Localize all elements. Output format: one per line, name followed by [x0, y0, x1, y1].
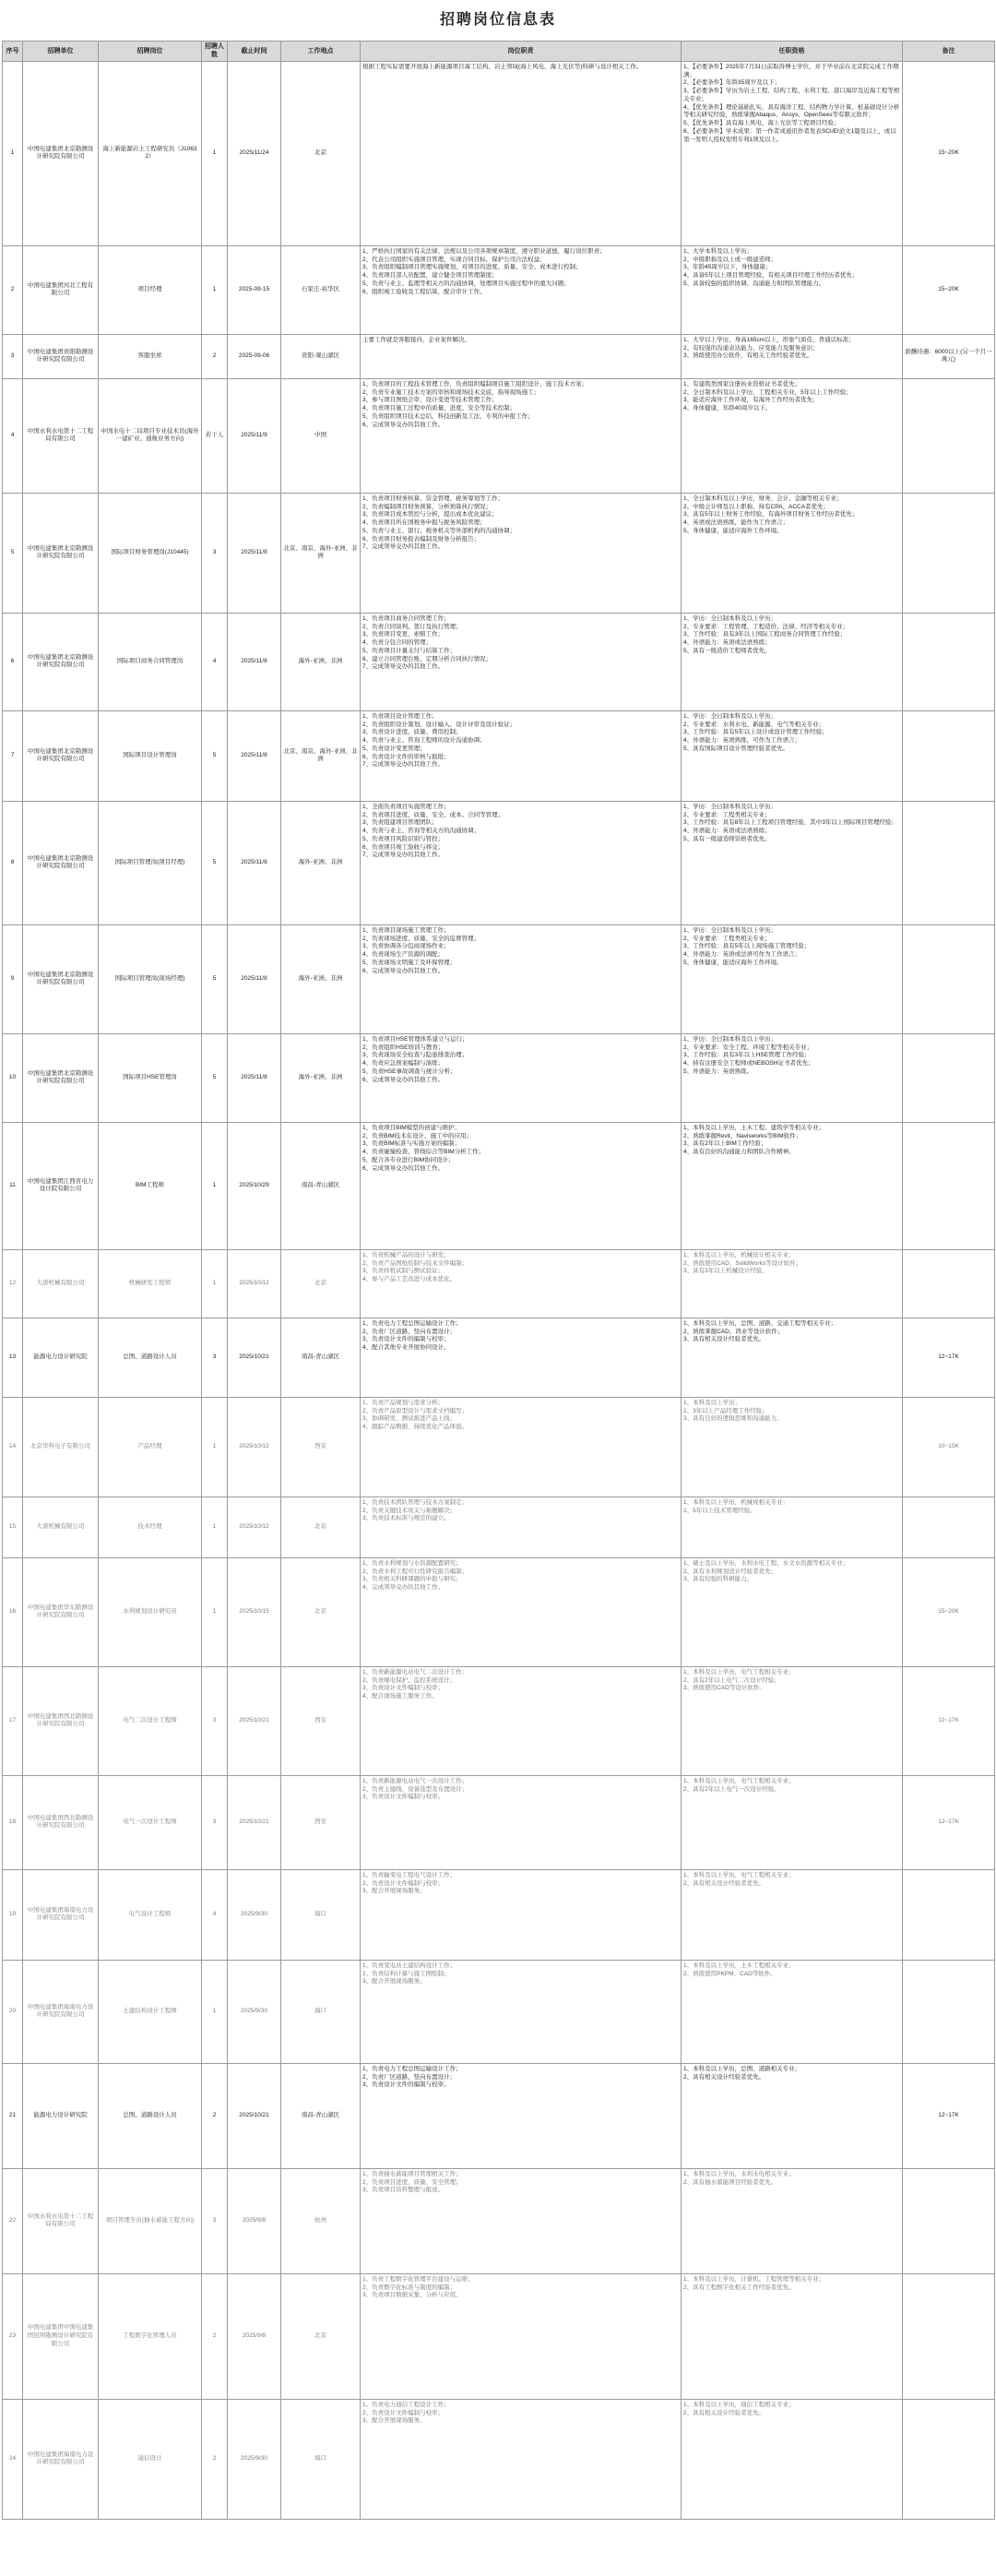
row-duty: 1、负责项目设计管理工作； 2、负责组织设计策划、设计输入、设计评审及设计验证； 3、负责设计进度、质量、费用控制； 4、负责与业主、咨询工程师的设计沟通协调； 5、负责设计变更管理； 6、负责设计文件的审核与报批； 7、完成领导交办的其他工作。 [361, 710, 682, 801]
row-requirements: 1、本科及以上学历，土木工程相关专业； 2、熟练使用PKPM、CAD等软件。 [682, 1960, 903, 2063]
row-location: 海口 [281, 1869, 361, 1960]
row-unit: 中国电建集团北京勘测设计研究院有限公司 [23, 1033, 99, 1122]
row-count: 2 [202, 2273, 228, 2399]
row-count: 1 [202, 245, 228, 334]
row-duty: 1、负责机械产品的设计与研发； 2、负责产品图纸绘制与技术文件编制； 3、负责样机试制与测试验证； 4、参与产品工艺改进与成本优化。 [361, 1249, 682, 1318]
row-duty: 1、负责输变电工程电气设计工作； 2、负责设计文件编制与校审； 3、配合开展现场服务。 [361, 1869, 682, 1960]
row-unit: 能源电力设计研究院 [23, 1318, 99, 1397]
row-unit: 中国电建集团中国电建集团昆明勘测设计研究院有限公司 [23, 2273, 99, 2399]
row-count: 5 [202, 710, 228, 801]
row-position: 国际项目HSE管理岗 [99, 1033, 202, 1122]
row-no: 6 [3, 613, 23, 710]
row-deadline: 2025/10/29 [228, 1122, 281, 1249]
row-unit: 能源电力设计研究院 [23, 2063, 99, 2168]
row-unit: 中国电建集团西北勘测设计研究院有限公司 [23, 1666, 99, 1775]
row-unit: 北京华科电子有限公司 [23, 1397, 99, 1497]
row-unit: 中国电建集团西北勘测设计研究院有限公司 [23, 1775, 99, 1869]
row-location: 海外-亚洲、非洲 [281, 801, 361, 924]
row-location: 北京、南京、海外-亚洲、非洲 [281, 710, 361, 801]
row-location: 西安 [281, 1775, 361, 1869]
row-note [903, 493, 995, 613]
row-count: 5 [202, 924, 228, 1033]
row-position: 海上新能源岩土工程研究员（J10632） [99, 61, 202, 245]
row-position: 国际项目管理岗(现场经理) [99, 924, 202, 1033]
row-position: 电气设计工程师 [99, 1869, 202, 1960]
row-duty: 1、负责抽水蓄能项目管理相关工作； 2、负责项目进度、质量、安全管理； 3、负责项目资料整理与报送。 [361, 2168, 682, 2273]
table-row [3, 1397, 995, 1497]
row-location: 海外-亚洲、非洲 [281, 1033, 361, 1122]
row-requirements: 1、本科及以上学历，机械设计相关专业； 2、熟练使用CAD、SolidWorks等设计软件； 3、具有3年以上机械设计经验。 [682, 1249, 903, 1318]
row-location: 南昌-青山湖区 [281, 1122, 361, 1249]
row-position: 水利规划设计研究员 [99, 1557, 202, 1666]
row-note: 15~20K [903, 1557, 995, 1666]
row-requirements: 1、学历：全日制本科及以上学历； 2、专业要求：工程管理、工程造价、法律、经济等相关专业； 3、工作经验：具有3年以上国际工程商务合同管理工作经验； 4、外语能力：英语或法语熟练； 5、具有一级造价工程师者优先。 [682, 613, 903, 710]
row-unit: 中国电建集团北京勘测设计研究院有限公司 [23, 924, 99, 1033]
row-duty: 1、负责电力工程总图运输设计工作； 2、负责厂区道路、竖向布置设计； 3、负责设计文件的编制与校审。 [361, 2063, 682, 2168]
row-requirements: 1、本科及以上学历，通信工程相关专业； 2、具有相关设计经验者优先。 [682, 2399, 903, 2519]
table-row [3, 1033, 995, 1122]
row-no: 24 [3, 2399, 23, 2519]
row-deadline: 2025/11/8 [228, 801, 281, 924]
row-no: 8 [3, 801, 23, 924]
row-duty: 1、负责工程数字化管理平台建设与运维； 2、负责数字化标准与制度的编制； 3、负责项目数据采集、分析与应用。 [361, 2273, 682, 2399]
row-count: 若干人 [202, 378, 228, 493]
row-note [903, 710, 995, 801]
row-deadline: 2025/11/8 [228, 710, 281, 801]
row-deadline: 2025/11/8 [228, 1033, 281, 1122]
row-no: 15 [3, 1497, 23, 1557]
row-count: 2 [202, 2063, 228, 2168]
row-unit: 大唐机械有限公司 [23, 1497, 99, 1557]
row-note [903, 1033, 995, 1122]
row-position: 客服坐席 [99, 334, 202, 378]
row-position: 土建结构设计工程师 [99, 1960, 202, 2063]
row-count: 4 [202, 613, 228, 710]
row-requirements: 1、本科及以上学历，土木工程、建筑学等相关专业； 2、熟练掌握Revit、Navisworks等BIM软件； 3、具有2年以上BIM工作经验； 4、具有良好的沟通能力和团队合作精神。 [682, 1122, 903, 1249]
table-row [3, 61, 995, 245]
row-position: 中国水电十二局项目专业技术员(海外一建矿业、通航业务方向) [99, 378, 202, 493]
row-no: 17 [3, 1666, 23, 1775]
row-location: 西安 [281, 1666, 361, 1775]
row-no: 19 [3, 1869, 23, 1960]
row-location: 中国 [281, 378, 361, 493]
row-no: 3 [3, 334, 23, 378]
page-title: 招聘岗位信息表 [439, 12, 556, 28]
row-unit: 中国电建集团北京勘测设计研究院有限公司 [23, 801, 99, 924]
row-count: 2 [202, 334, 228, 378]
row-note: 12~17K [903, 1775, 995, 1869]
row-count: 1 [202, 1960, 228, 2063]
row-note: 薪酬待遇：6000以上(另一个月一萬元) [903, 334, 995, 378]
table-row [3, 710, 995, 801]
row-position: 国际项目商务合同管理岗 [99, 613, 202, 710]
row-requirements: 1、本科及以上学历，机械或相关专业； 2、5年以上技术管理经验。 [682, 1497, 903, 1557]
row-location: 贵阳-观山湖区 [281, 334, 361, 378]
row-requirements: 1、本科及以上学历，电气工程相关专业； 2、具有2年以上电气一次设计经验。 [682, 1775, 903, 1869]
row-note [903, 1122, 995, 1249]
row-count: 4 [202, 1869, 228, 1960]
row-unit: 中国电建集团北京勘测设计研究院有限公司 [23, 613, 99, 710]
row-position: 电气二次设计工程师 [99, 1666, 202, 1775]
row-duty: 1、负责电力工程总图运输设计工作； 2、负责厂区道路、竖向布置设计； 3、负责设计文件的编制与校审； 4、配合其他专业开展协同设计。 [361, 1318, 682, 1397]
row-note [903, 1960, 995, 2063]
row-location: 北京 [281, 1249, 361, 1318]
row-position: 工程数字化管理人员 [99, 2273, 202, 2399]
row-unit: 中国电建集团海南电力设计研究院有限公司 [23, 2399, 99, 2519]
row-unit: 中国电建集团贵阳勘测设计研究院有限公司 [23, 334, 99, 378]
row-location: 海口 [281, 1960, 361, 2063]
row-deadline: 2025/11/9 [228, 378, 281, 493]
row-count: 3 [202, 1318, 228, 1397]
header-no: 序号 [3, 42, 23, 62]
row-duty: 1、负责变电站土建结构设计工作； 2、负责结构计算与施工图绘制； 3、配合开展现场服务。 [361, 1960, 682, 2063]
row-requirements: 1、大学以上学历，身高165cm以上，形象气质佳，普通话标准； 2、有较强的沟通表达能力、应变能力及服务意识； 3、熟练使用办公软件，有相关工作经验者优先。 [682, 334, 903, 378]
row-deadline: 2025/9/30 [228, 1960, 281, 2063]
row-position: 总图、道路设计人员 [99, 2063, 202, 2168]
row-note [903, 2273, 995, 2399]
row-position: 产品经理 [99, 1397, 202, 1497]
row-count: 5 [202, 1033, 228, 1122]
row-requirements: 1、【必要条件】2025年7月31日前取得博士学位，并于毕业前在北京院完成工作期满； 2、【必要条件】年龄35周岁及以下； 3、【必要条件】学历为岩土工程、结构工程、水利工程、港口海岸及近海工程等相关专业； 4、【优先条件】理论基础扎实，具有海洋工程、结构物力学计算、桩基础设计分析等相关研究经验，熟练掌握Abaqus、Ansys、OpenSees等有限元软件； 5、【优先条件】具有海上风电、海上光伏等工程项目经验； 6、【必要条件】学术成果：第一作者或通讯作者发表SCI/EI论文1篇及以上，或以第一发明人授权发明专利1项及以上。 [682, 61, 903, 245]
row-note [903, 2399, 995, 2519]
row-location: 南昌-青山湖区 [281, 1318, 361, 1397]
row-no: 20 [3, 1960, 23, 2063]
row-deadline: 2025/9/30 [228, 2399, 281, 2519]
row-location: 北京 [281, 1557, 361, 1666]
row-duty: 1、负责项目财务核算、资金管理、税务筹划等工作； 2、负责编制项目财务预算，分析预算执行情况； 3、负责项目成本管控与分析，提出成本优化建议； 4、负责项目所在国税务申报与税务风险管理； 5、负责与业主、银行、税务机关等外部机构的沟通协调； 6、负责项目财务报表编制及财务分析报告； 7、完成领导交办的其他工作。 [361, 493, 682, 613]
row-count: 3 [202, 2168, 228, 2273]
row-location: 石家庄-裕华区 [281, 245, 361, 334]
row-no: 12 [3, 1249, 23, 1318]
row-requirements: 1、本科及以上学历，水利水电相关专业； 2、具有抽水蓄能项目经验者优先。 [682, 2168, 903, 2273]
row-unit: 大唐机械有限公司 [23, 1249, 99, 1318]
header-unit: 招聘单位 [23, 42, 99, 62]
row-no: 1 [3, 61, 23, 245]
table-row [3, 1557, 995, 1666]
row-position: 国际项目设计管理岗 [99, 710, 202, 801]
row-count: 2 [202, 2399, 228, 2519]
row-deadline: 2025/9/8 [228, 2168, 281, 2273]
row-note: 12~17K [903, 1666, 995, 1775]
table-row [3, 2063, 995, 2168]
row-unit: 中国电建集团海南电力设计研究院有限公司 [23, 1869, 99, 1960]
row-note [903, 801, 995, 924]
table-row [3, 378, 995, 493]
row-location: 北京、南京、海外-亚洲、非洲 [281, 493, 361, 613]
table-row [3, 1775, 995, 1869]
table-row [3, 245, 995, 334]
row-requirements: 1、本科及以上学历，总图、道路、交通工程等相关专业； 2、熟练掌握CAD、鸿业等设计软件； 3、具有相关设计经验者优先。 [682, 1318, 903, 1397]
row-duty: 1、负责项目BIM模型的创建与维护； 2、负责BIM技术在设计、施工中的应用； 3、负责BIM标准与实施方案的编制； 4、负责碰撞检查、管线综合等BIM分析工作； 5、配合各专业进行BIM协同设计； 6、完成领导交办的其他工作。 [361, 1122, 682, 1249]
row-count: 3 [202, 493, 228, 613]
row-deadline: 2025/10/12 [228, 1497, 281, 1557]
row-no: 16 [3, 1557, 23, 1666]
row-count: 3 [202, 1666, 228, 1775]
row-deadline: 2025/10/21 [228, 1318, 281, 1397]
row-deadline: 2025/10/21 [228, 1666, 281, 1775]
table-row [3, 613, 995, 710]
row-deadline: 2025/10/12 [228, 1397, 281, 1497]
row-position: 国际项目管理岗(项目经理) [99, 801, 202, 924]
table-row [3, 334, 995, 378]
row-no: 2 [3, 245, 23, 334]
row-note: 12~17K [903, 2063, 995, 2168]
row-no: 7 [3, 710, 23, 801]
row-note: 12~17K [903, 1318, 995, 1397]
row-duty: 1、负责技术团队管理与技术方案制定； 2、负责关键技术攻关与难题解决； 3、负责技术标准与规范的建立。 [361, 1497, 682, 1557]
row-requirements: 1、本科及以上学历，总图、道路相关专业； 2、具有相关设计经验者优先。 [682, 2063, 903, 2168]
row-duty: 1、负责项目HSE管理体系建立与运行； 2、负责组织HSE培训与教育； 3、负责现场安全检查与隐患排查治理； 4、负责应急预案编制与演练； 5、负责HSE事故调查与统计分析； 6、完成领导交办的其他工作。 [361, 1033, 682, 1122]
row-position: 项目管理专员(抽水蓄能工程方向) [99, 2168, 202, 2273]
row-no: 18 [3, 1775, 23, 1869]
row-deadline: 2025/10/21 [228, 1775, 281, 1869]
row-duty: 1、负责电力通信工程设计工作； 2、负责设计文件编制与校审； 3、配合开展现场服务。 [361, 2399, 682, 2519]
row-deadline: 2025/11/8 [228, 924, 281, 1033]
row-location: 西安 [281, 1397, 361, 1497]
row-deadline: 2025-09-06 [228, 334, 281, 378]
row-deadline: 2025/11/8 [228, 613, 281, 710]
header-note: 备注 [903, 42, 995, 62]
row-duty: 1、严格执行国家的有关法律、法规以及公司各项规章制度，遵守职业道德，履行岗位职责； 2、代表公司组织实施项目管理，实现合同目标，保护公司合法权益； 3、负责组织编制项目管理实施规划，对项目的进度、质量、安全、成本进行控制； 4、负责项目部人员配置，建立健全项目管理制度； 5、负责与业主、监理等相关方的沟通协调，处理项目实施过程中的重大问题； 6、组织竣工验收及工程结算，配合审计工作。 [361, 245, 682, 334]
row-no: 21 [3, 2063, 23, 2168]
row-position: BIM工程师 [99, 1122, 202, 1249]
header-location: 工作地点 [281, 42, 361, 62]
row-duty: 1、负责项目的工程技术管理工作，负责组织编制项目施工组织设计、施工技术方案； 2、负责专业施工技术方案的审核和现场技术交底，指导现场施工； 3、参与项目图纸会审、设计变更等技术管理工作； 4、负责项目施工过程中的质量、进度、安全等技术控制； 5、负责组织项目技术总结、科技创新及工法、专利的申报工作； 6、完成领导交办的其他工作。 [361, 378, 682, 493]
row-deadline: 2025-09-15 [228, 245, 281, 334]
row-count: 1 [202, 1397, 228, 1497]
table-row [3, 493, 995, 613]
row-requirements: 1、本科及以上学历，电气工程相关专业； 2、具有相关设计经验者优先。 [682, 1869, 903, 1960]
row-deadline: 2025/10/15 [228, 1557, 281, 1666]
row-unit: 中国水利水电第十二工程局有限公司 [23, 2168, 99, 2273]
row-requirements: 1、硕士及以上学历，水利水电工程、水文水资源等相关专业； 2、具有水利规划设计经验者优先； 3、具有较强的科研能力。 [682, 1557, 903, 1666]
row-count: 1 [202, 1122, 228, 1249]
row-note [903, 1869, 995, 1960]
table-row [3, 2399, 995, 2519]
row-deadline: 2025/9/8 [228, 2273, 281, 2399]
row-note [903, 1249, 995, 1318]
row-position: 国际项目财务管理岗(J10445) [99, 493, 202, 613]
header-duty: 岗位职责 [361, 42, 682, 62]
row-duty: 1、负责产品规划与需求分析； 2、负责产品原型设计与需求文档编写； 3、协调研发、测试推进产品上线； 4、跟踪产品数据，持续优化产品体验。 [361, 1397, 682, 1497]
row-unit: 中国水利水电第十二工程局有限公司 [23, 378, 99, 493]
row-unit: 中国电建集团华东勘测设计研究院有限公司 [23, 1557, 99, 1666]
row-duty: 1、全面负责项目实施管理工作； 2、负责项目进度、质量、安全、成本、合同等管理； 3、负责组建项目管理团队； 4、负责与业主、咨询等相关方的沟通协调； 5、负责项目风险识别与管控； 6、负责项目竣工验收与移交； 7、完成领导交办的其他工作。 [361, 801, 682, 924]
row-note [903, 2168, 995, 2273]
row-unit: 中国电建集团北京勘测设计研究院有限公司 [23, 493, 99, 613]
row-requirements: 1、大学本科及以上学历； 2、中级职称及以上或一级建造师； 3、年龄45周岁以下，身体健康； 4、具备5年以上项目管理经验，有相关项目经理工作经历者优先； 5、具备较强的组织协调、沟通能力和团队管理能力。 [682, 245, 903, 334]
row-deadline: 2025/10/21 [228, 2063, 281, 2168]
table-row [3, 1869, 995, 1960]
row-deadline: 2025/11/24 [228, 61, 281, 245]
table-row [3, 924, 995, 1033]
row-unit: 中国电建集团江西省电力设计院有限公司 [23, 1122, 99, 1249]
job-table [2, 41, 995, 2520]
row-location: 北京 [281, 1497, 361, 1557]
row-note: 15~20K [903, 61, 995, 245]
row-unit: 中国电建集团北京勘测设计研究院有限公司 [23, 61, 99, 245]
table-row [3, 1249, 995, 1318]
row-count: 1 [202, 1497, 228, 1557]
row-position: 机械研发工程师 [99, 1249, 202, 1318]
row-note: 15~20K [903, 245, 995, 334]
row-duty: 1、负责水利规划与水资源配置研究； 2、负责水利工程可行性研究报告编制； 3、负责相关科研课题的申报与研究； 4、完成领导交办的其他工作。 [361, 1557, 682, 1666]
row-requirements: 1、全日制本科及以上学历，财务、会计、金融等相关专业； 2、中级会计师及以上职称，持有CPA、ACCA者优先； 3、具有5年以上财务工作经验，有海外项目财务工作经历者优先； 4、英语或法语熟练，能作为工作语言； 5、身体健康，能适应海外工作环境。 [682, 493, 903, 613]
row-no: 11 [3, 1122, 23, 1249]
row-count: 5 [202, 801, 228, 924]
row-position: 项目经理 [99, 245, 202, 334]
row-requirements: 1、本科及以上学历，计算机、工程管理等相关专业； 2、具有工程数字化相关工作经验者优先。 [682, 2273, 903, 2399]
row-no: 23 [3, 2273, 23, 2399]
row-no: 9 [3, 924, 23, 1033]
row-no: 4 [3, 378, 23, 493]
row-position: 总图、道路设计人员 [99, 1318, 202, 1397]
row-duty: 根据工程实际需要开展海上新能源项目海工结构、岩土领域(海上风电、海上光伏等)科研与设计相关工作。 [361, 61, 682, 245]
row-requirements: 1、学历：全日制本科及以上学历； 2、专业要求：水利水电、新能源、电气等相关专业； 3、工作经验：具有5年以上设计或设计管理工作经验； 4、外语能力：英语熟练，可作为工作语言； 5、具有国际项目设计管理经验者优先。 [682, 710, 903, 801]
row-requirements: 1、本科及以上学历，电气工程相关专业； 2、具有2年以上电气二次设计经验； 3、熟练使用CAD等设计软件。 [682, 1666, 903, 1775]
header-deadline: 截止时间 [228, 42, 281, 62]
row-no: 14 [3, 1397, 23, 1497]
row-note [903, 1497, 995, 1557]
row-requirements: 1、有建筑类国家注册执业资格证书者优先； 2、全日制本科及以上学历，工程相关专业，5年以上工作经验； 3、能适应海外工作环境，有海外工作经历者优先； 4、身体健康，年龄40周岁以下。 [682, 378, 903, 493]
row-deadline: 2025/11/8 [228, 493, 281, 613]
row-note [903, 378, 995, 493]
table-row [3, 1497, 995, 1557]
row-count: 1 [202, 61, 228, 245]
row-no: 10 [3, 1033, 23, 1122]
row-requirements: 1、学历：全日制本科及以上学历； 2、专业要求：工程类相关专业； 3、工作经验：具有8年以上工程项目管理经验，其中3年以上国际项目管理经验； 4、外语能力：英语或法语熟练； 5、具有一级建造师资格者优先。 [682, 801, 903, 924]
header-requirements: 任职资格 [682, 42, 903, 62]
row-position: 通信设计 [99, 2399, 202, 2519]
row-count: 1 [202, 1557, 228, 1666]
row-no: 22 [3, 2168, 23, 2273]
header-row [3, 42, 995, 62]
row-position: 电气一次设计工程师 [99, 1775, 202, 1869]
row-deadline: 2025/10/12 [228, 1249, 281, 1318]
row-location: 杭州 [281, 2168, 361, 2273]
table-row [3, 1318, 995, 1397]
table-row [3, 1122, 995, 1249]
row-requirements: 1、本科及以上学历； 2、3年以上产品经理工作经验； 3、具有良好的逻辑思维和沟通能力。 [682, 1397, 903, 1497]
row-count: 1 [202, 1249, 228, 1318]
row-location: 海外-亚洲、非洲 [281, 924, 361, 1033]
row-count: 3 [202, 1775, 228, 1869]
row-location: 海外-亚洲、非洲 [281, 613, 361, 710]
row-no: 5 [3, 493, 23, 613]
table-row [3, 1960, 995, 2063]
row-location: 南昌-青山湖区 [281, 2063, 361, 2168]
row-note: 10~15K [903, 1397, 995, 1497]
row-duty: 1、负责新能源电站电气二次设计工作； 2、负责继电保护、监控系统设计； 3、负责设计文件编制与校审； 4、配合现场施工服务工作。 [361, 1666, 682, 1775]
row-location: 海口 [281, 2399, 361, 2519]
row-unit: 中国电建集团海南电力设计研究院有限公司 [23, 1960, 99, 2063]
row-location: 北京 [281, 61, 361, 245]
row-location: 北京 [281, 2273, 361, 2399]
row-duty: 1、负责新能源电站电气一次设计工作； 2、负责主接线、设备选型及布置设计； 3、负责设计文件编制与校审。 [361, 1775, 682, 1869]
row-unit: 中国电建集团河北工程有限公司 [23, 245, 99, 334]
row-requirements: 1、学历：全日制本科及以上学历； 2、专业要求：工程类相关专业； 3、工作经验：具有5年以上现场施工管理经验； 4、外语能力：英语或法语可作为工作语言； 5、身体健康，能适应海外工作环境。 [682, 924, 903, 1033]
row-note [903, 924, 995, 1033]
row-deadline: 2025/9/30 [228, 1869, 281, 1960]
row-no: 13 [3, 1318, 23, 1397]
row-note [903, 613, 995, 710]
table-row [3, 1666, 995, 1775]
row-requirements: 1、学历：全日制本科及以上学历； 2、专业要求：安全工程、环境工程等相关专业； 3、工作经验：具有3年以上HSE管理工作经验； 4、持有注册安全工程师或NEBOSH证书者优先； 5、外语能力：英语熟练。 [682, 1033, 903, 1122]
row-duty: 1、负责项目现场施工管理工作； 2、负责现场进度、质量、安全的监督管理； 3、负责协调各分包商现场作业； 4、负责现场生产资源的调配； 5、负责现场文明施工及环保管理； 6、完成领导交办的其他工作。 [361, 924, 682, 1033]
row-position: 技术经理 [99, 1497, 202, 1557]
row-duty: 1、负责项目商务合同管理工作； 2、负责合同谈判、签订及执行管理； 3、负责项目变更、索赔工作； 4、负责分包合同的管理； 5、负责项目计量支付与结算工作； 6、建立合同管理台账，定期分析合同执行情况； 7、完成领导交办的其他工作。 [361, 613, 682, 710]
header-count: 招聘人数 [202, 42, 228, 62]
table-row [3, 2273, 995, 2399]
table-row [3, 801, 995, 924]
row-unit: 中国电建集团北京勘测设计研究院有限公司 [23, 710, 99, 801]
table-row [3, 2168, 995, 2273]
row-duty: 主要工作就是客服接待，企业案件解决。 [361, 334, 682, 378]
header-position: 招聘岗位 [99, 42, 202, 62]
